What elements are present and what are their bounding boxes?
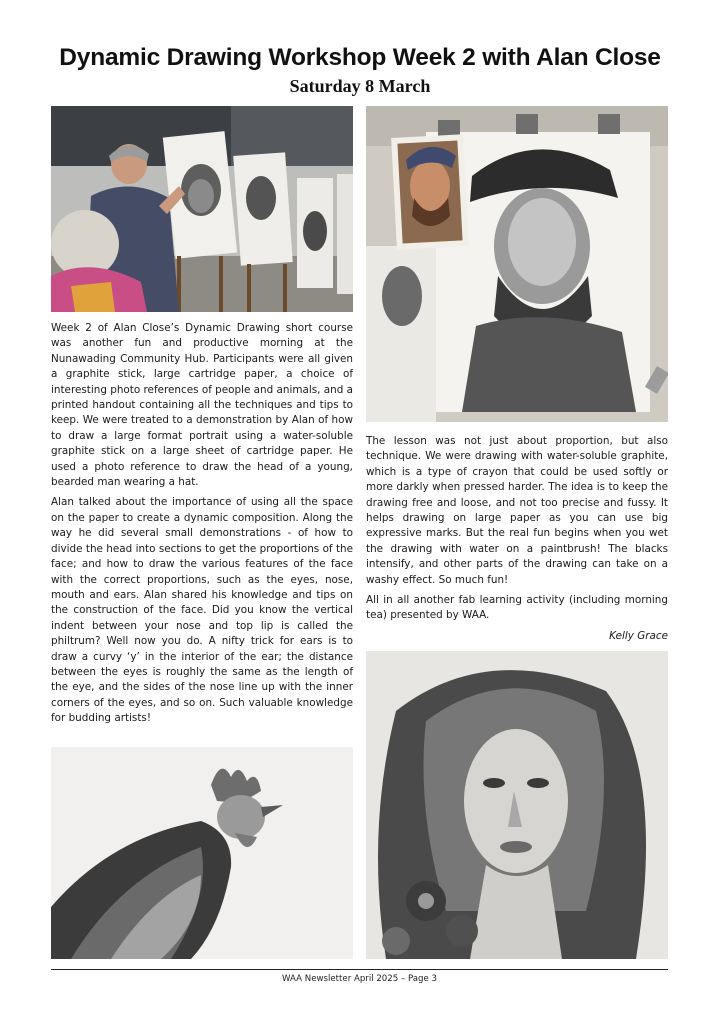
left-column-text xyxy=(51,321,353,732)
paragraph: The lesson was not just about proportion, but also technique. We were drawing with water-soluble graphite, which is a type of crayon that could be used softly or more darkly when pressed harder. The idea is to keep the drawing free and loose, and not too precise and fussy. It helps drawing on large paper as you can use big expressive marks. But the real fun begins when you wet the drawing with water on a paintbrush! The blacks intensify, and other parts of the drawing can take on a washy effect. So much fun! xyxy=(366,435,668,586)
portrait-drawing-photo xyxy=(366,106,668,422)
page-footer: WAA Newsletter April 2025 – Page 3 xyxy=(282,974,437,984)
page-subtitle: Saturday 8 March xyxy=(289,76,431,96)
footer-divider xyxy=(51,969,668,970)
right-column-text xyxy=(366,434,668,649)
paragraph: All in all another fab learning activity (including morning tea) presented by WAA. xyxy=(366,594,668,622)
paragraph: Alan talked about the importance of using all the space on the paper to create a dynamic composition. Along the way he did several small demonstrations - of how to divide the head into sections to get the proportions of the face; and how to draw the various features of the face with the correct proportions, such as the eyes, nose, mouth and ears. Alan shared his knowledge and tips on the construction of the face. Did you know the vertical indent between your nose and top lip is called the philtrum? Well now you do. A nifty trick for ears is to draw a curvy ‘y’ in the interior of the ear; the distance between the eyes is roughly the same as the length of the eye, and the sides of the nose line up with the inner corners of the eyes, and so on. Such valuable knowledge for budding artists! xyxy=(51,496,353,725)
workshop-demonstration-photo xyxy=(51,106,353,312)
page-title: Dynamic Drawing Workshop Week 2 with Alan Close xyxy=(59,44,661,71)
author-credit: Kelly Grace xyxy=(609,629,668,642)
rooster-drawing-photo xyxy=(51,747,353,959)
woman-portrait-drawing-photo xyxy=(366,651,668,959)
paragraph: Week 2 of Alan Close’s Dynamic Drawing short course was another fun and productive morning at the Nunawading Community Hub. Participants were all given a graphite stick, large cartridge paper, a choice of interesting photo references of people and animals, and a printed handout containing all the techniques and tips to keep. We were treated to a demonstration by Alan of how to draw a large format portrait using a water-soluble graphite stick on a large sheet of cartridge paper. He used a photo reference to draw the head of a young, bearded man wearing a hat. xyxy=(51,322,353,489)
